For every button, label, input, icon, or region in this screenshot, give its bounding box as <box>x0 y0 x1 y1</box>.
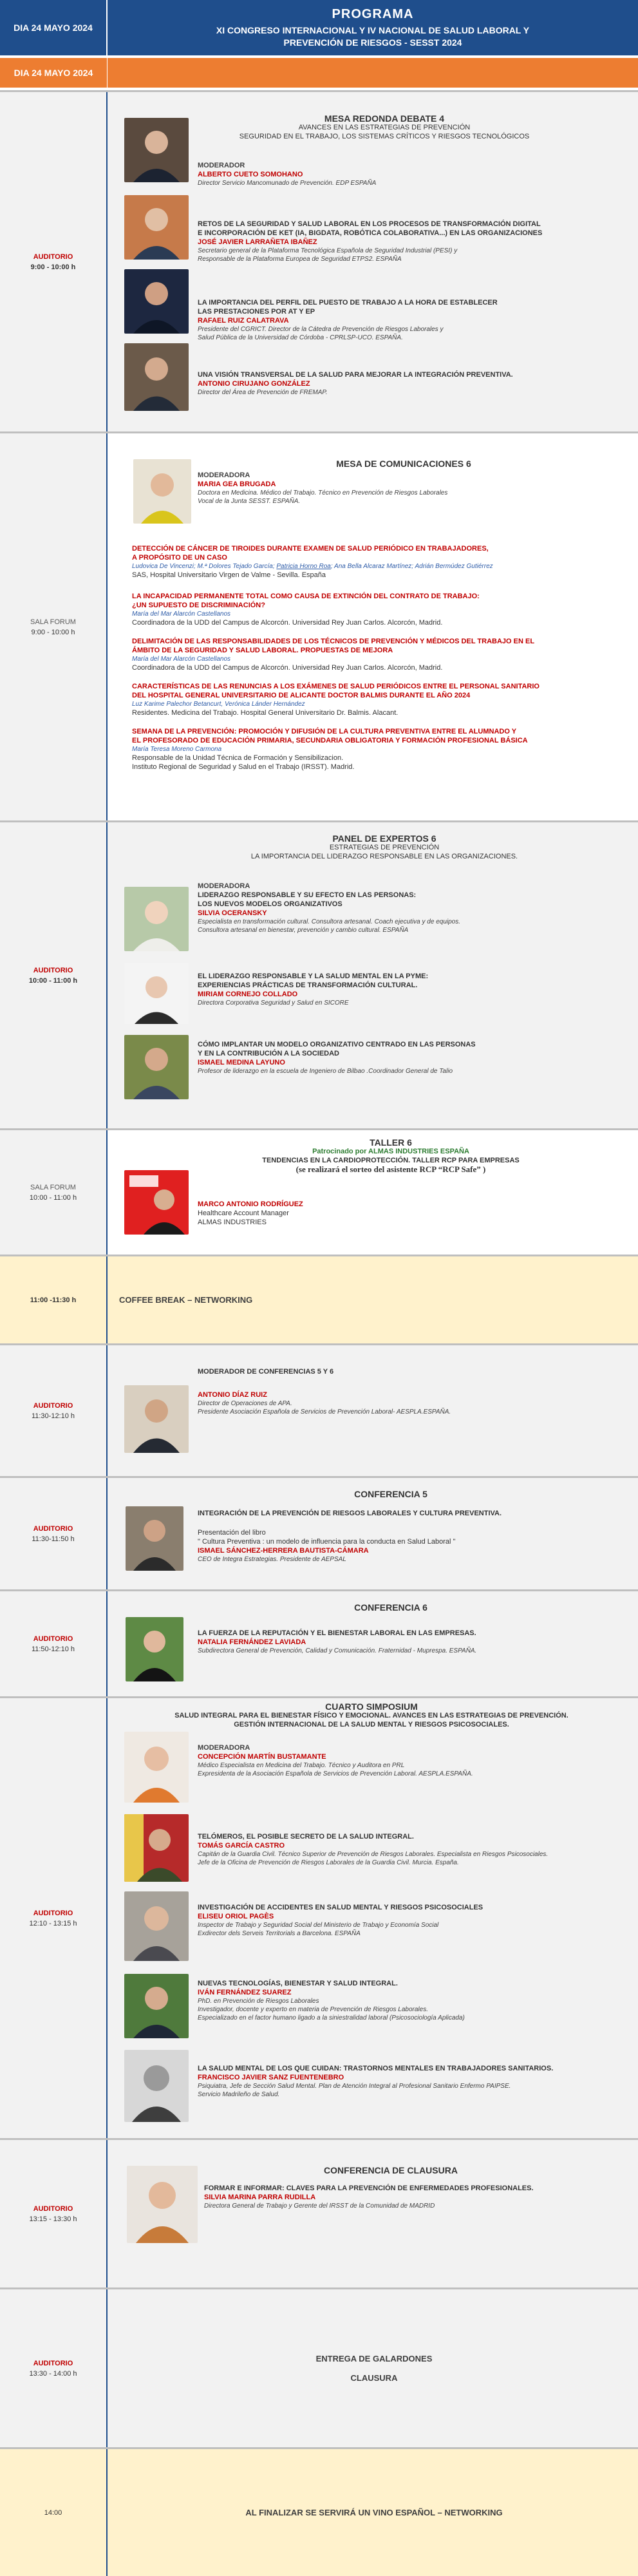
speaker-name: TOMÁS GARCÍA CASTRO <box>198 1842 285 1850</box>
content-cell <box>108 1345 638 1476</box>
speaker-name: ISMAEL MEDINA LAYUNO <box>198 1059 285 1066</box>
venue: AUDITORIO <box>33 1909 73 1917</box>
time: 9:00 - 10:00 h <box>31 628 75 636</box>
speaker-role: Investigador, docente y experto en materia de Prevención de Riesgos Laborales. <box>198 2006 428 2013</box>
content-cell <box>108 1478 638 1589</box>
speaker-name: SILVIA OCERANSKY <box>198 909 267 917</box>
book-presentation: Presentación del libro <box>198 1529 266 1537</box>
content-cell <box>108 1698 638 2138</box>
session-moderador-conferencias <box>0 1343 638 1476</box>
speaker-photo <box>126 1506 183 1571</box>
communication-title: DEL HOSPITAL GENERAL UNIVERSITARIO DE ALICANTE DOCTOR BALMIS DURANTE EL AÑO 2024 <box>132 692 471 699</box>
speaker-photo <box>124 118 189 182</box>
speaker-role: Jefe de la Oficina de Prevención de Riesgos Laborales de la Guardia Civil. Murcia. España. <box>198 1859 459 1866</box>
time-cell <box>0 2289 108 2447</box>
session-mesa-comunicaciones-6 <box>0 431 638 820</box>
header-date: DIA 24 MAYO 2024 <box>0 0 108 55</box>
session-subtitle: LA IMPORTANCIA DEL LIDERAZGO RESPONSABLE EN LAS ORGANIZACIONES. <box>250 853 518 860</box>
speaker-photo <box>124 1035 189 1099</box>
communication-affiliation: Instituto Regional de Seguridad y Salud en el Trabajo (IRSST). Madrid. <box>132 763 355 771</box>
session-entrega-galardones <box>0 2287 638 2447</box>
communication-title: CARACTERÍSTICAS DE LAS RENUNCIAS A LOS EXÁMENES DE SALUD PERIÓDICOS ENTRE EL PERSONAL SANITARIO <box>132 683 539 690</box>
session-subtitle: SEGURIDAD EN EL TRABAJO, LOS SISTEMAS CRÍTICOS Y RIESGOS TECNOLÓGICOS <box>239 133 530 140</box>
talk-title: LIDERAZGO RESPONSABLE Y SU EFECTO EN LAS PERSONAS: <box>198 891 417 899</box>
communication-title: ¿UN SUPUESTO DE DISCRIMINACIÓN? <box>132 601 265 609</box>
moderator-label: MODERADORA <box>198 882 250 890</box>
time-cell <box>0 433 108 820</box>
talk-title: CÓMO IMPLANTAR UN MODELO ORGANIZATIVO CENTRADO EN LAS PERSONAS <box>198 1041 476 1048</box>
session-mesa-redonda-4 <box>0 90 638 431</box>
speaker-role: Subdirectora General de Prevención, Calidad y Comunicación. Fraternidad - Muprespa. ESPAÑA. <box>198 1647 477 1654</box>
coffee-break-title: COFFEE BREAK – NETWORKING <box>119 1294 253 1305</box>
communication-item <box>132 544 608 580</box>
speaker-role: Responsable de la Plataforma Europea de Seguridad ETPS2. ESPAÑA <box>198 256 402 263</box>
speaker-role: Inspector de Trabajo y Seguridad Social del Ministerio de Trabajo y Economía Social <box>198 1922 439 1929</box>
moderator-label: MODERADORA <box>198 471 250 479</box>
talk-title: E INCORPORACIÓN DE KET (IA, BIGDATA, ROBÓTICA COLABORATIVA...) EN LAS ORGANIZACIONES <box>198 229 543 237</box>
content-cell <box>108 1591 638 1696</box>
time: 10:00 - 11:00 h <box>28 976 78 985</box>
session-conferencia-6 <box>0 1589 638 1696</box>
communication-authors: Ludovica De Vincenzi; M.ª Dolores Tejado García; Patricia Horno Roa; Ana Bella Alcaraz Martínez; Adrián Bermúdez Gutiérrez <box>132 563 493 570</box>
header-title-block <box>108 0 638 55</box>
communication-title: ÁMBITO DE LA SEGURIDAD Y SALUD LABORAL. PROPUESTAS DE MEJORA <box>132 647 393 654</box>
communication-title: SEMANA DE LA PREVENCIÓN: PROMOCIÓN Y DIFUSIÓN DE LA CULTURA PREVENTIVA ENTRE EL ALUMNADO Y <box>132 728 517 735</box>
speaker-name: ANTONIO DÍAZ RUIZ <box>198 1391 267 1399</box>
speaker-photo <box>124 269 189 334</box>
session-subtitle: GESTIÓN INTERNACIONAL DE LA SALUD MENTAL Y RIESGOS PSICOSOCIALES. <box>234 1721 509 1728</box>
content-cell <box>108 822 638 1128</box>
venue: AUDITORIO <box>33 1524 73 1533</box>
speaker-photo <box>124 1814 189 1882</box>
time-cell <box>0 1345 108 1476</box>
speaker-role: Director de Operaciones de APA. <box>198 1400 292 1407</box>
time-cell <box>0 1256 108 1343</box>
content-cell <box>108 2449 638 2576</box>
content-cell <box>108 92 638 431</box>
talk-title: EXPERIENCIAS PRÁCTICAS DE TRANSFORMACIÓN CULTURAL. <box>198 981 418 989</box>
program-header <box>0 0 638 55</box>
speaker-photo <box>124 1974 189 2038</box>
time: 13:15 - 13:30 h <box>29 2215 77 2223</box>
communication-authors: María del Mar Alarcón Castellanos <box>132 611 231 618</box>
communication-authors: María Teresa Moreno Carmona <box>132 746 222 753</box>
time: 11:50-12:10 h <box>31 1645 75 1653</box>
speaker-photo <box>124 963 189 1024</box>
speaker-name: ELISEU ORIOL PAGÈS <box>198 1913 274 1920</box>
speaker-role: Directora Corporativa Seguridad y Salud en SICORE <box>198 999 349 1007</box>
speaker-name: MIRIAM CORNEJO COLLADO <box>198 990 298 998</box>
session-subtitle: SALUD INTEGRAL PARA EL BIENESTAR FÍSICO Y EMOCIONAL. AVANCES EN LAS ESTRATEGIAS DE PREVENCIÓN. <box>174 1712 568 1719</box>
venue: AUDITORIO <box>33 1634 73 1643</box>
session-title: CONFERENCIA DE CLAUSURA <box>324 2165 458 2175</box>
speaker-role: Expresidenta de la Asociación Española de Servicios de Prevención Laboral. AESPLA.ESPAÑA. <box>198 1770 473 1777</box>
conference-subtitle: INTEGRACIÓN DE LA PREVENCIÓN DE RIESGOS LABORALES Y CULTURA PREVENTIVA. <box>198 1510 502 1517</box>
content-cell <box>108 1256 638 1343</box>
venue: AUDITORIO <box>33 1401 73 1410</box>
session-subtitle: ESTRATEGIAS DE PREVENCIÓN <box>329 844 440 851</box>
session-title: MESA REDONDA DEBATE 4 <box>324 113 445 124</box>
speaker-photo <box>124 1170 189 1235</box>
speaker-role: Director del Área de Prevención de FREMAP. <box>198 389 328 396</box>
time: 11:00 -11:30 h <box>30 1296 77 1304</box>
session-taller-6 <box>0 1128 638 1255</box>
speaker-name: ISMAEL SÁNCHEZ-HERRERA BAUTISTA-CÁMARA <box>198 1547 369 1555</box>
communication-item <box>132 637 608 672</box>
speaker-role: Secretario general de la Plataforma Tecnológica Española de Seguridad Industrial (PESI) y <box>198 247 458 254</box>
time: 10:00 - 11:00 h <box>29 1193 77 1202</box>
moderator-photo <box>133 459 191 524</box>
speaker-name: MARCO ANTONIO RODRÍGUEZ <box>198 1200 303 1208</box>
speaker-role: Vocal de la Junta SESST. ESPAÑA. <box>198 498 301 505</box>
raffle-note: (se realizará el sorteo del asistente RCP “RCP Safe” ) <box>296 1164 486 1174</box>
time: 13:30 - 14:00 h <box>29 2369 77 2378</box>
communication-title: DELIMITACIÓN DE LAS RESPONSABILIDADES DE LOS TÉCNICOS DE PREVENCIÓN Y MÉDICOS DEL TRABAJO EN EL <box>132 638 535 645</box>
talk-title: NUEVAS TECNOLOGÍAS, BIENESTAR Y SALUD INTEGRAL. <box>198 1980 398 1987</box>
communication-affiliation: Coordinadora de la UDD del Campus de Alcorcón. Universidad Rey Juan Carlos. Alcorcón, Madrid. <box>132 664 443 672</box>
speaker-role: Especializado en el factor humano ligado a la siniestralidad laboral (Psicosociología Aplicada) <box>198 2014 465 2022</box>
speaker-name: ANTONIO CIRUJANO GONZÁLEZ <box>198 380 310 388</box>
talk-title: TELÓMEROS, EL POSIBLE SECRETO DE LA SALUD INTEGRAL. <box>198 1833 414 1841</box>
speaker-role: PhD. en Prevención de Riesgos Laborales <box>198 1998 319 2005</box>
time-cell <box>0 2449 108 2576</box>
speaker-role: Directora General de Trabajo y Gerente del IRSST de la Comunidad de MADRID <box>204 2202 435 2210</box>
communication-authors: Luz Karime Palechor Betancurt, Verónica Lánder Hernández <box>132 701 305 708</box>
speaker-photo <box>124 887 189 951</box>
speaker-role: ALMAS INDUSTRIES <box>198 1218 267 1226</box>
speaker-name: JOSÉ JAVIER LARRAÑETA IBAÑEZ <box>198 238 317 246</box>
time: 12:10 - 13:15 h <box>29 1919 77 1927</box>
communication-affiliation: Coordinadora de la UDD del Campus de Alcorcón. Universidad Rey Juan Carlos. Alcorcón, Madrid. <box>132 619 443 627</box>
sponsor-text: Patrocinado por ALMAS INDUSTRIES ESPAÑA <box>312 1148 469 1155</box>
session-subtitle: TENDENCIAS EN LA CARDIOPROTECCIÓN. TALLER RCP PARA EMPRESAS <box>262 1157 520 1164</box>
venue: SALA FORUM <box>30 1183 76 1191</box>
session-vino-espanol <box>0 2447 638 2576</box>
conference-subtitle: FORMAR E INFORMAR: CLAVES PARA LA PREVENCIÓN DE ENFERMEDADES PROFESIONALES. <box>204 2184 534 2192</box>
time-cell <box>0 1591 108 1696</box>
talk-title: EL LIDERAZGO RESPONSABLE Y LA SALUD MENTAL EN LA PYME: <box>198 972 429 980</box>
congress-title-line1: XI CONGRESO INTERNACIONAL Y IV NACIONAL DE SALUD LABORAL Y <box>216 24 530 35</box>
session-conferencia-5 <box>0 1476 638 1589</box>
awards-title: ENTREGA DE GALARDONES <box>315 2353 433 2363</box>
communication-authors: María del Mar Alarcón Castellanos <box>132 656 231 663</box>
speaker-role: CEO de Integra Estrategias. Presidente de AEPSAL <box>198 1556 346 1563</box>
talk-title: LA SALUD MENTAL DE LOS QUE CUIDAN: TRASTORNOS MENTALES EN TRABAJADORES SANITARIOS. <box>198 2065 554 2072</box>
communication-title: EL PROFESORADO DE EDUCACIÓN PRIMARIA, SECUNDARIA OBLIGATORIA Y FORMACIÓN PROFESIONAL BÁSICA <box>132 737 528 744</box>
time-cell <box>0 1130 108 1255</box>
time-cell <box>0 1478 108 1589</box>
speaker-name: SILVIA MARINA PARRA RUDILLA <box>204 2193 316 2201</box>
talk-title: LA IMPORTANCIA DEL PERFIL DEL PUESTO DE TRABAJO A LA HORA DE ESTABLECER <box>198 299 498 307</box>
content-cell <box>108 433 638 820</box>
time: 11:30-12:10 h <box>31 1412 75 1420</box>
speaker-photo <box>124 1385 189 1453</box>
moderator-label: MODERADOR <box>198 162 245 169</box>
speaker-photo <box>127 2166 198 2243</box>
programa-title: PROGRAMA <box>332 6 414 21</box>
moderator-label: MODERADORA <box>198 1744 250 1752</box>
talk-title: LOS NUEVOS MODELOS ORGANIZATIVOS <box>198 900 342 908</box>
venue: AUDITORIO <box>33 2359 73 2367</box>
communication-item <box>132 682 608 717</box>
session-title: CUARTO SIMPOSIUM <box>325 1701 418 1712</box>
speaker-name: IVÁN FERNÁNDEZ SUAREZ <box>198 1989 292 1996</box>
speaker-name: ALBERTO CUETO SOMOHANO <box>198 171 303 178</box>
venue: AUDITORIO <box>33 2204 73 2213</box>
speaker-photo <box>126 1617 183 1681</box>
networking-title: AL FINALIZAR SE SERVIRÁ UN VINO ESPAÑOL – NETWORKING <box>245 2507 503 2517</box>
session-coffee-break <box>0 1255 638 1343</box>
speaker-role: Presidente del CGRICT. Director de la Cátedra de Prevención de Riesgos Laborales y <box>198 326 444 333</box>
session-cuarto-simposium <box>0 1696 638 2138</box>
speaker-role: Exdirector dels Serveis Territorials a Barcelona. ESPAÑA <box>198 1930 361 1937</box>
time: 14:00 <box>44 2508 62 2517</box>
day-bar-date: DIA 24 MAYO 2024 <box>0 58 108 88</box>
speaker-photo <box>124 195 189 260</box>
venue: AUDITORIO <box>33 252 73 261</box>
content-cell <box>108 2140 638 2287</box>
speaker-role: Presidente Asociación Española de Servicios de Prevención Laboral- AESPLA.ESPAÑA. <box>198 1408 451 1416</box>
speaker-photo <box>124 1732 189 1803</box>
book-title: " Cultura Preventiva : un modelo de influencia para la conducta en Salud Laboral " <box>198 1538 456 1546</box>
session-title: MODERADOR DE CONFERENCIAS 5 Y 6 <box>198 1368 334 1376</box>
session-title: CONFERENCIA 6 <box>354 1602 427 1613</box>
talk-title: INVESTIGACIÓN DE ACCIDENTES EN SALUD MENTAL Y RIESGOS PSICOSOCIALES <box>198 1904 483 1911</box>
speaker-name: NATALIA FERNÁNDEZ LAVIADA <box>198 1638 306 1646</box>
conference-subtitle: LA FUERZA DE LA REPUTACIÓN Y EL BIENESTAR LABORAL EN LAS EMPRESAS. <box>198 1629 476 1637</box>
communication-item <box>132 727 608 772</box>
talk-title: Y EN LA CONTRIBUCIÓN A LA SOCIEDAD <box>198 1050 340 1057</box>
communication-title: A PROPÓSITO DE UN CASO <box>132 554 227 562</box>
session-title: TALLER 6 <box>370 1137 412 1148</box>
speaker-role: Doctora en Medicina. Médico del Trabajo. Técnico en Prevención de Riesgos Laborales <box>198 489 448 497</box>
speaker-photo <box>124 1891 189 1961</box>
time-cell <box>0 2140 108 2287</box>
speaker-name: MARIA GEA BRUGADA <box>198 480 276 488</box>
time-cell <box>0 822 108 1128</box>
congress-title-line2: PREVENCIÓN DE RIESGOS - SESST 2024 <box>283 37 462 48</box>
content-cell <box>108 1130 638 1255</box>
content-cell <box>108 2289 638 2447</box>
speaker-role: Psiquiatra, Jefe de Sección Salud Mental. Plan de Atención Integral al Profesional Sanitario Enfermo PAIPSE. <box>198 2083 511 2090</box>
speaker-name: RAFAEL RUIZ CALATRAVA <box>198 317 289 325</box>
speaker-role: Capitán de la Guardia Civil. Técnico Superior de Prevención de Riesgos Laborales. Especialista en Riesgos Psicosociales. <box>198 1851 549 1858</box>
speaker-name: CONCEPCIÓN MARTÍN BUSTAMANTE <box>198 1753 326 1761</box>
time: 9:00 - 10:00 h <box>30 263 76 271</box>
speaker-role: Servicio Madrileño de Salud. <box>198 2091 280 2098</box>
talk-title: LAS PRESTACIONES POR AT Y EP <box>198 308 315 316</box>
session-title: PANEL DE EXPERTOS 6 <box>332 833 436 844</box>
session-title: CONFERENCIA 5 <box>354 1489 427 1499</box>
communication-affiliation: SAS, Hospital Universitario Virgen de Valme - Sevilla. España <box>132 571 326 579</box>
time-cell <box>0 92 108 431</box>
speaker-role: Salud Pública de la Universidad de Córdoba - CPRLSP-UCO. ESPAÑA. <box>198 334 403 341</box>
speaker-photo <box>124 343 189 411</box>
time: 11:30-11:50 h <box>32 1535 75 1543</box>
talk-title: RETOS DE LA SEGURIDAD Y SALUD LABORAL EN LOS PROCESOS DE TRANSFORMACIÓN DIGITAL <box>198 220 541 228</box>
speaker-role: Consultora artesanal en bienestar, prevención y cambio cultural. ESPAÑA <box>198 927 409 934</box>
day-bar <box>0 58 638 88</box>
speaker-photo <box>124 2050 189 2122</box>
speaker-name: FRANCISCO JAVIER SANZ FUENTENEBRO <box>198 2074 344 2081</box>
speaker-role: Especialista en transformación cultural. Consultora artesanal. Coach ejecutiva y de equipos. <box>198 918 460 925</box>
communication-title: DETECCIÓN DE CÁNCER DE TIROIDES DURANTE EXAMEN DE SALUD PERIÓDICO EN TRABAJADORES, <box>132 545 489 553</box>
communication-affiliation: Residentes. Medicina del Trabajo. Hospital General Universitario Dr. Balmis. Alacant. <box>132 709 399 717</box>
talk-title: UNA VISIÓN TRANSVERSAL DE LA SALUD PARA MEJORAR LA INTEGRACIÓN PREVENTIVA. <box>198 371 513 379</box>
speaker-role: Médico Especialista en Medicina del Trabajo. Técnico y Auditora en PRL <box>198 1762 405 1769</box>
speaker-role: Profesor de liderazgo en la escuela de Ingeniero de Bilbao .Coordinador General de Talio <box>198 1068 453 1075</box>
time-cell <box>0 1698 108 2138</box>
speaker-role: Healthcare Account Manager <box>198 1209 289 1217</box>
communication-item <box>132 592 608 627</box>
session-subtitle: AVANCES EN LAS ESTRATEGIAS DE PREVENCIÓN <box>298 124 471 131</box>
session-conferencia-clausura <box>0 2138 638 2287</box>
closing-title: CLAUSURA <box>350 2372 398 2383</box>
session-title: MESA DE COMUNICACIONES 6 <box>336 459 471 469</box>
venue: SALA FORUM <box>30 618 76 626</box>
communication-affiliation: Responsable de la Unidad Técnica de Formación y Sensibilizacion. <box>132 754 344 762</box>
speaker-role: Director Servicio Mancomunado de Prevención. EDP ESPAÑA <box>198 180 377 187</box>
communication-title: LA INCAPACIDAD PERMANENTE TOTAL COMO CAUSA DE EXTINCIÓN DEL CONTRATO DE TRABAJO: <box>132 592 480 600</box>
venue: AUDITORIO <box>33 966 73 974</box>
session-panel-expertos-6 <box>0 820 638 1128</box>
